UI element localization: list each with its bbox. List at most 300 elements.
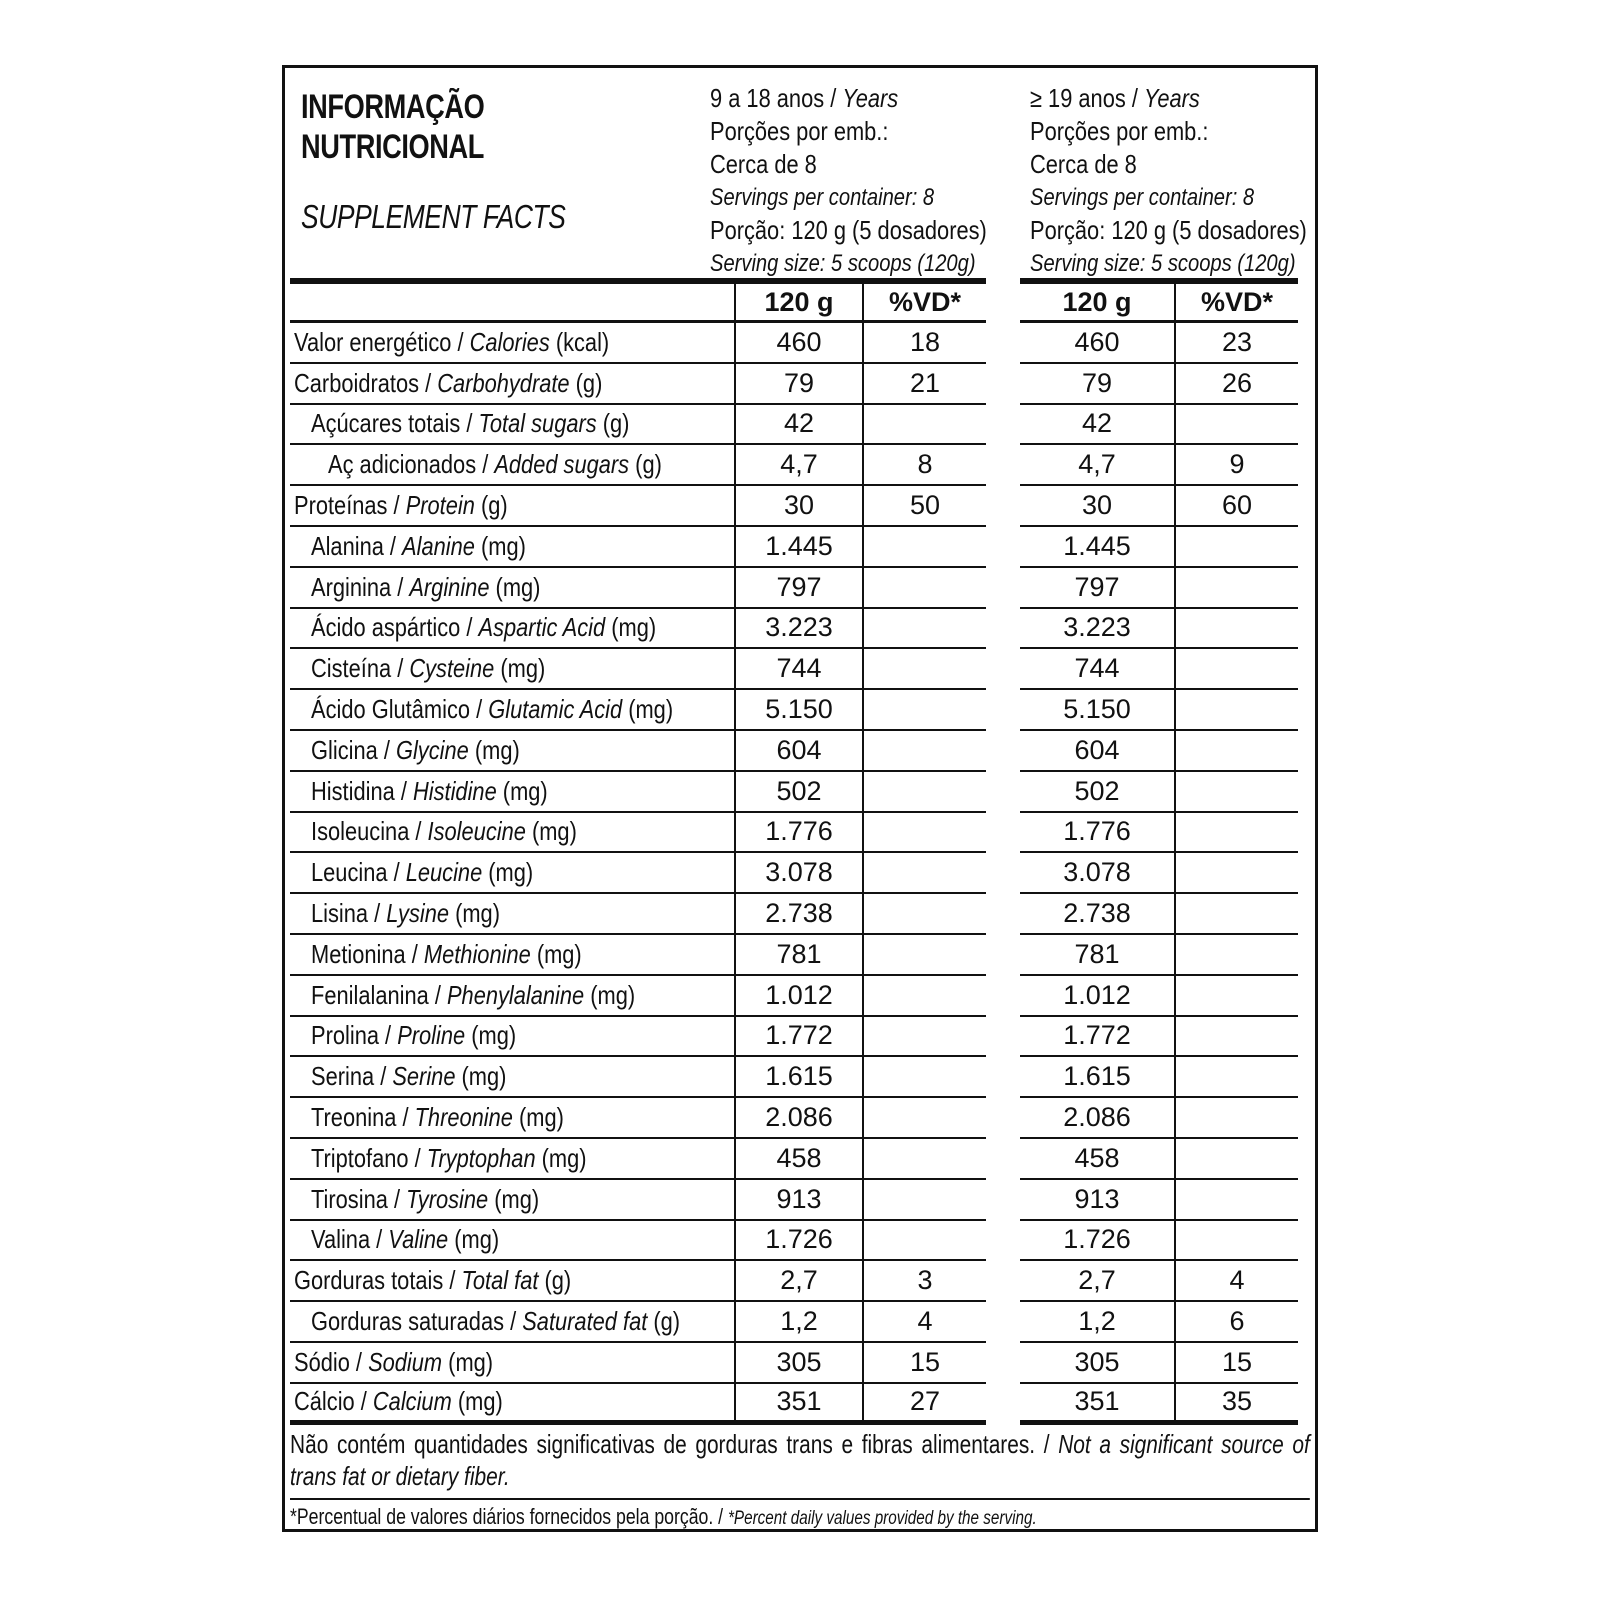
- nutrient-name-en: Leucine: [405, 857, 483, 888]
- column-gap: [986, 976, 1020, 1017]
- amount-cell-19plus: 1.776: [1020, 813, 1176, 854]
- amount-cell-9-18: 781: [736, 935, 864, 976]
- nutrient-unit: (mg): [482, 857, 534, 888]
- amount-cell-19plus: 458: [1020, 1139, 1176, 1180]
- separator: /: [387, 857, 406, 888]
- nutrient-name-en: Proline: [397, 1020, 466, 1051]
- trans-fat-note-en: Not a significant source of trans fat or dietary fiber.: [290, 1429, 1310, 1491]
- nutrient-name-pt: Lisina: [311, 898, 369, 929]
- nutrient-row: [290, 1017, 1298, 1058]
- column-gap: [986, 364, 1020, 405]
- nutrient-unit: (g): [596, 408, 630, 439]
- column-gap: [986, 568, 1020, 609]
- dv-cell-9-18: [864, 772, 986, 813]
- footnote-divider: [290, 1498, 1310, 1500]
- label-title-line2: NUTRICIONAL: [301, 128, 484, 166]
- nutrient-row: [290, 976, 1298, 1017]
- amount-cell-19plus: 351: [1020, 1384, 1176, 1425]
- amount-cell-9-18: 458: [736, 1139, 864, 1180]
- separator: /: [354, 1386, 373, 1417]
- amount-cell-19plus: 3.078: [1020, 853, 1176, 894]
- column-gap: [986, 1302, 1020, 1343]
- amount-cell-19plus: 1.772: [1020, 1017, 1176, 1058]
- nutrient-name-en: Histidine: [412, 775, 497, 806]
- dv-cell-19plus: 9: [1176, 445, 1298, 486]
- dv-cell-9-18: 15: [864, 1343, 986, 1384]
- dv-cell-19plus: [1176, 649, 1298, 690]
- separator: /: [387, 1183, 407, 1214]
- nutrient-name-en: Tryptophan: [426, 1142, 536, 1173]
- column-gap: [986, 649, 1020, 690]
- nutrient-name-pt: Proteínas: [294, 490, 388, 521]
- nutrient-name-pt: Isoleucina: [311, 816, 410, 847]
- nutrient-unit: (mg): [474, 530, 526, 561]
- column-gap: [986, 1343, 1020, 1384]
- nutrient-name-pt: Valor energético: [294, 326, 452, 357]
- nutrient-row: [290, 1261, 1298, 1302]
- amount-cell-9-18: 1.445: [736, 527, 864, 568]
- daily-value-footnote-en: *Percent daily values provided by the serving.: [727, 1508, 1037, 1529]
- nutrient-name: [290, 813, 736, 854]
- nutrient-name-en: Protein: [405, 490, 475, 521]
- nutrient-row: [290, 690, 1298, 731]
- amount-cell-19plus: 781: [1020, 935, 1176, 976]
- nutrient-row: [290, 1302, 1298, 1343]
- amount-cell-9-18: 2.738: [736, 894, 864, 935]
- nutrient-name-en: Cysteine: [409, 653, 495, 684]
- nutrient-name-pt: Cisteína: [311, 653, 392, 684]
- amount-cell-19plus: 502: [1020, 772, 1176, 813]
- nutrient-unit: (g): [569, 367, 603, 398]
- nutrient-name: [290, 1302, 736, 1343]
- column-gap: [986, 1139, 1020, 1180]
- nutrient-unit: (mg): [535, 1142, 587, 1173]
- amount-cell-19plus: 604: [1020, 731, 1176, 772]
- column-gap: [986, 894, 1020, 935]
- dv-cell-19plus: 23: [1176, 323, 1298, 364]
- dv-cell-9-18: [864, 649, 986, 690]
- age-range-en: Years: [842, 83, 899, 113]
- dv-cell-19plus: [1176, 731, 1298, 772]
- nutrient-name: [290, 1343, 736, 1384]
- nutrient-unit: (mg): [494, 653, 546, 684]
- dv-cell-9-18: [864, 690, 986, 731]
- separator: /: [1125, 83, 1144, 113]
- separator: /: [460, 408, 479, 439]
- nutrient-unit: (mg): [530, 938, 582, 969]
- dv-cell-9-18: [864, 731, 986, 772]
- nutrient-row: [290, 1343, 1298, 1384]
- dv-cell-19plus: [1176, 1017, 1298, 1058]
- separator: /: [428, 979, 447, 1010]
- nutrition-label: [282, 65, 1318, 1532]
- dv-column-header-19plus: %VD*: [1176, 278, 1298, 323]
- nutrient-row: [290, 935, 1298, 976]
- column-gap: [986, 609, 1020, 650]
- nutrient-row: [290, 813, 1298, 854]
- dv-cell-19plus: [1176, 609, 1298, 650]
- amount-cell-19plus: 1.726: [1020, 1221, 1176, 1262]
- column-gap: [986, 731, 1020, 772]
- dv-cell-19plus: [1176, 853, 1298, 894]
- separator: /: [824, 83, 843, 113]
- nutrient-name-en: Saturated fat: [522, 1306, 648, 1337]
- separator: /: [378, 1020, 398, 1051]
- nutrient-name-en: Calories: [469, 326, 550, 357]
- nutrient-name: [290, 935, 736, 976]
- serving-size-label: Serving size: 5 scoops (120g): [710, 250, 976, 277]
- nutrient-name-en: Carbohydrate: [437, 367, 570, 398]
- nutrient-name-pt: Arginina: [311, 571, 392, 602]
- amount-cell-9-18: 2.086: [736, 1098, 864, 1139]
- dv-cell-9-18: 50: [864, 486, 986, 527]
- nutrient-name-pt: Sódio: [294, 1346, 350, 1377]
- column-gap: [986, 1098, 1020, 1139]
- nutrient-name-en: Added sugars: [494, 449, 630, 480]
- amount-cell-9-18: 2,7: [736, 1261, 864, 1302]
- amount-cell-19plus: 744: [1020, 649, 1176, 690]
- nutrient-name: [290, 976, 736, 1017]
- dv-cell-19plus: 4: [1176, 1261, 1298, 1302]
- nutrient-name: [290, 853, 736, 894]
- amount-cell-9-18: 4,7: [736, 445, 864, 486]
- amount-cell-9-18: 30: [736, 486, 864, 527]
- column-gap: [986, 445, 1020, 486]
- nutrient-name-en: Threonine: [414, 1102, 513, 1133]
- dv-cell-9-18: [864, 1221, 986, 1262]
- dv-cell-19plus: [1176, 1221, 1298, 1262]
- nutrient-name-pt: Valina: [311, 1224, 371, 1255]
- separator: /: [443, 1265, 462, 1296]
- column-gap: [986, 813, 1020, 854]
- dv-cell-9-18: 4: [864, 1302, 986, 1343]
- nutrient-unit: (mg): [465, 1020, 517, 1051]
- nutrient-name-en: Arginine: [409, 571, 490, 602]
- amount-cell-19plus: 2.086: [1020, 1098, 1176, 1139]
- nutrient-unit: (mg): [489, 571, 541, 602]
- nutrient-name: [290, 1180, 736, 1221]
- separator: /: [451, 326, 470, 357]
- nutrient-row: [290, 1384, 1298, 1425]
- separator: /: [405, 938, 424, 969]
- nutrient-row: [290, 568, 1298, 609]
- nutrient-unit: (mg): [442, 1346, 494, 1377]
- dv-cell-19plus: 35: [1176, 1384, 1298, 1425]
- header-empty-cell: [290, 278, 736, 323]
- trans-fat-note-pt: Não contém quantidades significativas de gorduras trans e fibras alimentares.: [290, 1429, 1036, 1459]
- nutrient-name: [290, 1384, 736, 1425]
- nutrient-name-pt: Treonina: [311, 1102, 397, 1133]
- dv-cell-9-18: [864, 894, 986, 935]
- nutrient-name: [290, 568, 736, 609]
- dv-cell-19plus: [1176, 405, 1298, 446]
- nutrient-name-pt: Cálcio: [294, 1386, 355, 1417]
- nutrient-name-pt: Tirosina: [311, 1183, 388, 1214]
- nutrient-row: [290, 1221, 1298, 1262]
- nutrient-name-en: Aspartic Acid: [478, 612, 606, 643]
- portion-size-label: Porção: 120 g (5 dosadores): [1030, 215, 1307, 245]
- nutrient-name: [290, 486, 736, 527]
- dv-cell-9-18: [864, 935, 986, 976]
- dv-cell-19plus: 15: [1176, 1343, 1298, 1384]
- trans-fat-note: [290, 1428, 1310, 1492]
- nutrient-row: [290, 894, 1298, 935]
- dv-cell-9-18: 18: [864, 323, 986, 364]
- nutrient-name-en: Calcium: [372, 1386, 452, 1417]
- amount-cell-9-18: 351: [736, 1384, 864, 1425]
- amount-cell-9-18: 79: [736, 364, 864, 405]
- nutrient-unit: (mg): [488, 1183, 540, 1214]
- dv-cell-9-18: [864, 853, 986, 894]
- nutrient-unit: (g): [629, 449, 662, 480]
- portions-per-pack-label: Porções por emb.:: [710, 116, 889, 146]
- dv-cell-9-18: [864, 1017, 986, 1058]
- nutrient-row: [290, 731, 1298, 772]
- daily-value-footnote: [290, 1505, 1310, 1531]
- column-gap: [986, 486, 1020, 527]
- amount-cell-9-18: 604: [736, 731, 864, 772]
- separator: /: [368, 898, 387, 929]
- nutrient-row: [290, 445, 1298, 486]
- amount-cell-9-18: 305: [736, 1343, 864, 1384]
- serving-info-9-18: [710, 82, 1005, 280]
- dv-cell-19plus: [1176, 1098, 1298, 1139]
- nutrient-unit: (mg): [525, 816, 577, 847]
- amount-cell-9-18: 502: [736, 772, 864, 813]
- dv-cell-19plus: [1176, 894, 1298, 935]
- nutrient-unit: (mg): [512, 1102, 564, 1133]
- amount-cell-9-18: 744: [736, 649, 864, 690]
- amount-cell-9-18: 5.150: [736, 690, 864, 731]
- dv-cell-9-18: [864, 813, 986, 854]
- nutrient-row: [290, 486, 1298, 527]
- nutrient-row: [290, 853, 1298, 894]
- dv-cell-19plus: [1176, 976, 1298, 1017]
- nutrient-name-en: Glycine: [395, 734, 469, 765]
- nutrient-name-pt: Ácido aspártico: [311, 612, 461, 643]
- nutrient-name: [290, 1017, 736, 1058]
- dv-cell-9-18: 21: [864, 364, 986, 405]
- separator: /: [374, 1061, 393, 1092]
- nutrient-name-en: Valine: [388, 1224, 449, 1255]
- nutrient-unit: (g): [647, 1306, 681, 1337]
- nutrient-name: [290, 1261, 736, 1302]
- separator: /: [394, 775, 413, 806]
- nutrient-row: [290, 527, 1298, 568]
- nutrient-name: [290, 772, 736, 813]
- nutrient-name: [290, 445, 736, 486]
- nutrient-name: [290, 527, 736, 568]
- amount-cell-9-18: 1.726: [736, 1221, 864, 1262]
- serving-info-19plus: [1030, 82, 1315, 280]
- column-gap: [986, 278, 1020, 323]
- nutrient-name-en: Glutamic Acid: [488, 694, 623, 725]
- nutrient-unit: (g): [474, 490, 508, 521]
- portions-per-pack-value: Cerca de 8: [1030, 149, 1137, 179]
- nutrient-name: [290, 323, 736, 364]
- separator: /: [370, 1224, 389, 1255]
- daily-value-footnote-pt: *Percentual de valores diários fornecidos pela porção.: [290, 1504, 714, 1529]
- nutrient-name: [290, 690, 736, 731]
- nutrient-name-en: Lysine: [386, 898, 450, 929]
- amount-cell-9-18: 1.012: [736, 976, 864, 1017]
- separator: /: [460, 612, 479, 643]
- dv-cell-19plus: [1176, 1139, 1298, 1180]
- dv-cell-19plus: [1176, 690, 1298, 731]
- nutrient-unit: (mg): [468, 734, 520, 765]
- column-gap: [986, 772, 1020, 813]
- separator: /: [419, 367, 438, 398]
- column-gap: [986, 690, 1020, 731]
- separator: /: [713, 1504, 728, 1529]
- nutrient-name: [290, 894, 736, 935]
- amount-cell-19plus: 1.445: [1020, 527, 1176, 568]
- nutrient-name-en: Total sugars: [478, 408, 597, 439]
- nutrient-unit: (mg): [449, 898, 500, 929]
- amount-cell-9-18: 913: [736, 1180, 864, 1221]
- table-header-row: [290, 278, 1298, 323]
- nutrient-unit: (mg): [448, 1224, 500, 1255]
- amount-cell-19plus: 460: [1020, 323, 1176, 364]
- servings-per-container-label: Servings per container: 8: [1030, 184, 1255, 211]
- nutrient-name-pt: Gorduras saturadas: [311, 1306, 505, 1337]
- amount-cell-9-18: 1.776: [736, 813, 864, 854]
- label-title-line1: INFORMAÇÃO: [301, 88, 485, 126]
- separator: /: [391, 653, 410, 684]
- column-gap: [986, 853, 1020, 894]
- amount-cell-19plus: 2,7: [1020, 1261, 1176, 1302]
- dv-cell-19plus: 6: [1176, 1302, 1298, 1343]
- dv-cell-19plus: [1176, 772, 1298, 813]
- nutrient-name-en: Sodium: [368, 1346, 443, 1377]
- dv-cell-19plus: [1176, 527, 1298, 568]
- nutrient-unit: (mg): [496, 775, 548, 806]
- nutrient-name: [290, 1057, 736, 1098]
- nutrient-name-pt: Alanina: [311, 530, 384, 561]
- nutrient-row: [290, 1180, 1298, 1221]
- amount-cell-19plus: 3.223: [1020, 609, 1176, 650]
- dv-cell-19plus: 60: [1176, 486, 1298, 527]
- nutrient-name: [290, 731, 736, 772]
- amount-cell-19plus: 1,2: [1020, 1302, 1176, 1343]
- amount-cell-9-18: 1.772: [736, 1017, 864, 1058]
- label-footer: [290, 1428, 1310, 1531]
- label-title-block: [301, 87, 632, 235]
- nutrient-unit: (mg): [622, 694, 674, 725]
- nutrient-name: [290, 1098, 736, 1139]
- column-gap: [986, 1221, 1020, 1262]
- column-gap: [986, 1180, 1020, 1221]
- nutrient-name-pt: Histidina: [311, 775, 395, 806]
- nutrient-name-en: Tyrosine: [406, 1183, 489, 1214]
- dv-cell-9-18: [864, 568, 986, 609]
- separator: /: [409, 816, 428, 847]
- nutrient-name-en: Phenylalanine: [446, 979, 585, 1010]
- nutrient-unit: (mg): [451, 1386, 503, 1417]
- nutrient-row: [290, 405, 1298, 446]
- amount-cell-19plus: 5.150: [1020, 690, 1176, 731]
- nutrient-name: [290, 364, 736, 405]
- nutrient-row: [290, 1139, 1298, 1180]
- amount-cell-19plus: 1.012: [1020, 976, 1176, 1017]
- dv-cell-19plus: [1176, 1180, 1298, 1221]
- dv-cell-9-18: 8: [864, 445, 986, 486]
- amount-cell-19plus: 42: [1020, 405, 1176, 446]
- dv-cell-9-18: [864, 976, 986, 1017]
- dv-cell-19plus: [1176, 568, 1298, 609]
- nutrient-name-en: Isoleucine: [427, 816, 526, 847]
- dv-cell-9-18: 27: [864, 1384, 986, 1425]
- nutrient-name-pt: Metionina: [311, 938, 406, 969]
- portions-per-pack-label: Porções por emb.:: [1030, 116, 1209, 146]
- separator: /: [387, 490, 406, 521]
- portion-size-label: Porção: 120 g (5 dosadores): [710, 215, 987, 245]
- separator: /: [408, 1142, 427, 1173]
- separator: /: [1035, 1429, 1059, 1459]
- separator: /: [470, 694, 489, 725]
- separator: /: [396, 1102, 415, 1133]
- nutrient-name-en: Alanine: [402, 530, 475, 561]
- nutrient-row: [290, 609, 1298, 650]
- column-gap: [986, 1261, 1020, 1302]
- amount-cell-19plus: 1.615: [1020, 1057, 1176, 1098]
- column-gap: [986, 405, 1020, 446]
- amount-cell-9-18: 797: [736, 568, 864, 609]
- column-gap: [986, 1384, 1020, 1425]
- nutrient-name: [290, 1139, 736, 1180]
- nutrient-name-en: Methionine: [423, 938, 531, 969]
- dv-cell-19plus: 26: [1176, 364, 1298, 405]
- amount-cell-9-18: 460: [736, 323, 864, 364]
- amount-cell-9-18: 42: [736, 405, 864, 446]
- dv-cell-19plus: [1176, 935, 1298, 976]
- nutrient-name-en: Serine: [392, 1061, 456, 1092]
- nutrient-name-pt: Ácido Glutâmico: [311, 694, 471, 725]
- age-range-pt: ≥ 19 anos: [1030, 83, 1126, 113]
- column-gap: [986, 1057, 1020, 1098]
- amount-cell-9-18: 3.223: [736, 609, 864, 650]
- age-range-en: Years: [1143, 83, 1200, 113]
- dv-cell-9-18: [864, 527, 986, 568]
- dv-cell-9-18: [864, 1057, 986, 1098]
- nutrient-name: [290, 405, 736, 446]
- nutrient-name-pt: Glicina: [311, 734, 378, 765]
- age-range-pt: 9 a 18 anos: [710, 83, 825, 113]
- dv-cell-9-18: [864, 405, 986, 446]
- separator: /: [476, 449, 495, 480]
- dv-cell-19plus: [1176, 1057, 1298, 1098]
- nutrient-unit: (mg): [605, 612, 657, 643]
- dv-cell-9-18: [864, 1098, 986, 1139]
- amount-cell-9-18: 1.615: [736, 1057, 864, 1098]
- nutrient-name-pt: Carboidratos: [294, 367, 420, 398]
- nutrient-row: [290, 772, 1298, 813]
- amount-cell-19plus: 79: [1020, 364, 1176, 405]
- amount-cell-9-18: 1,2: [736, 1302, 864, 1343]
- amount-cell-9-18: 3.078: [736, 853, 864, 894]
- column-gap: [986, 1017, 1020, 1058]
- amount-column-header-9-18: 120 g: [736, 278, 864, 323]
- dv-cell-9-18: [864, 609, 986, 650]
- column-gap: [986, 323, 1020, 364]
- nutrient-row: [290, 649, 1298, 690]
- nutrient-row: [290, 1098, 1298, 1139]
- dv-column-header-9-18: %VD*: [864, 278, 986, 323]
- nutrient-row: [290, 1057, 1298, 1098]
- nutrient-row: [290, 364, 1298, 405]
- amount-cell-19plus: 30: [1020, 486, 1176, 527]
- nutrient-name-pt: Fenilalanina: [311, 979, 429, 1010]
